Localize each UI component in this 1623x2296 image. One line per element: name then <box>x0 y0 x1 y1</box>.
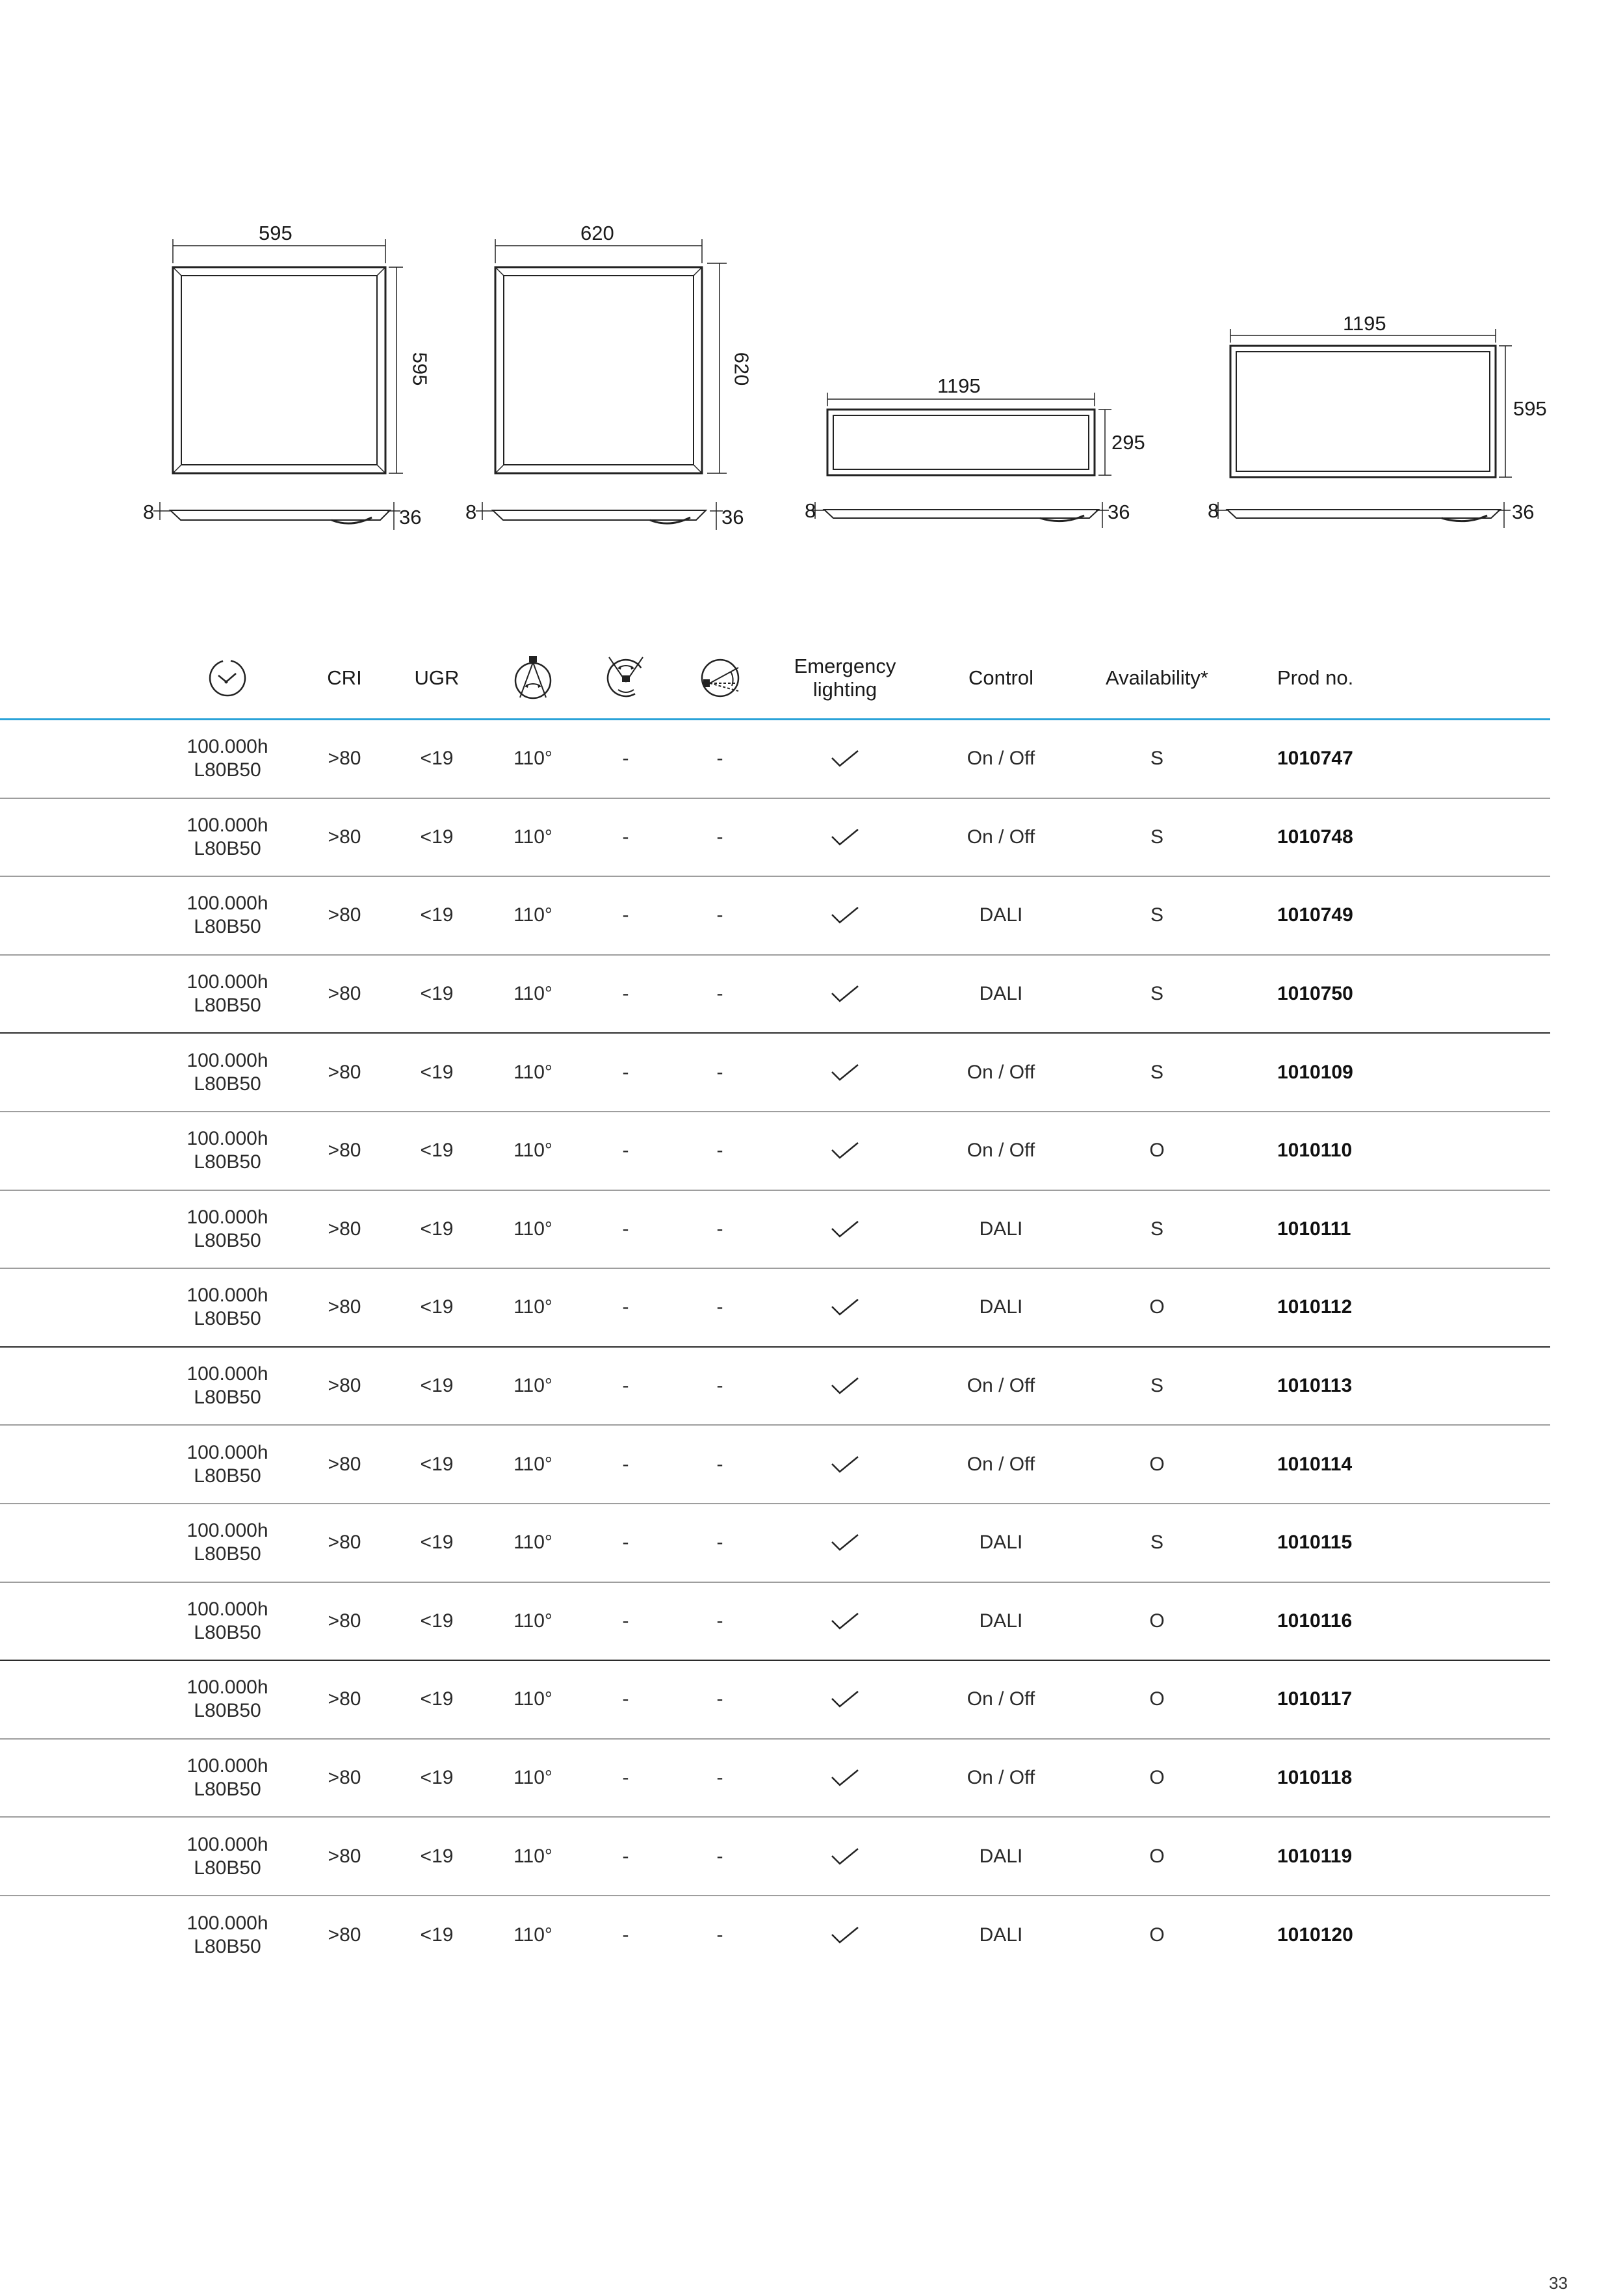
prod-no-cell: 1010111 <box>1277 1218 1351 1240</box>
tilt-cell: - <box>622 1453 629 1475</box>
dim-profile-left-label: 8 <box>1208 499 1219 522</box>
dim-profile-left-label: 8 <box>805 499 816 522</box>
ugr-cell: <19 <box>420 1924 454 1946</box>
drawing-square-595 <box>153 239 403 530</box>
checkmark-icon <box>830 1063 860 1082</box>
rotation-icon <box>695 653 745 703</box>
header-control: Control <box>968 666 1033 689</box>
checkmark-icon <box>830 1220 860 1239</box>
tilt-cell: - <box>622 904 629 926</box>
rotation-cell: - <box>716 1532 723 1554</box>
dim-profile-right-label: 36 <box>721 506 744 528</box>
beam-angle-cell: 110° <box>513 1924 552 1946</box>
beam-angle-cell: 110° <box>513 1688 552 1710</box>
emergency-cell <box>786 720 903 798</box>
lifetime-rating: L80B50 <box>194 1857 261 1879</box>
checkmark-icon <box>830 1768 860 1788</box>
prod-no-cell: 1010115 <box>1277 1532 1353 1554</box>
header-prod-no: Prod no. <box>1277 666 1354 689</box>
table-header <box>0 637 1550 718</box>
availability-cell: O <box>1149 1140 1165 1162</box>
ugr-cell: <19 <box>420 826 454 848</box>
table-row <box>0 956 1550 1034</box>
lifetime-hours: 100.000h <box>187 1520 268 1542</box>
rotation-cell: - <box>716 826 723 848</box>
dim-profile-right-label: 36 <box>1108 501 1130 523</box>
control-cell: DALI <box>979 1610 1023 1632</box>
table-row <box>0 1348 1550 1426</box>
lifetime-cell <box>162 1661 292 1738</box>
beam-angle-cell: 110° <box>513 1218 552 1240</box>
checkmark-icon <box>830 1925 860 1945</box>
control-cell: On / Off <box>967 1453 1035 1475</box>
checkmark-icon <box>830 828 860 847</box>
control-cell: On / Off <box>967 1688 1035 1710</box>
ugr-cell: <19 <box>420 1610 454 1632</box>
prod-no-cell: 1010118 <box>1277 1767 1353 1789</box>
lifetime-cell <box>162 1818 292 1895</box>
dim-height-label: 620 <box>730 352 753 386</box>
beam-angle-cell: 110° <box>513 1061 552 1083</box>
beam-angle-cell: 110° <box>513 1610 552 1632</box>
lifetime-rating: L80B50 <box>194 1151 261 1173</box>
header-emergency-lighting: Emergency lighting <box>794 654 896 701</box>
header-cri: CRI <box>327 666 362 689</box>
table-row <box>0 1896 1550 1975</box>
lifetime-rating: L80B50 <box>194 1779 261 1801</box>
ugr-cell: <19 <box>420 1296 454 1318</box>
table-row <box>0 877 1550 956</box>
availability-cell: O <box>1149 1688 1165 1710</box>
lifetime-hours: 100.000h <box>187 1285 268 1307</box>
emergency-cell <box>786 1896 903 1975</box>
cri-cell: >80 <box>328 1532 361 1554</box>
rotation-cell: - <box>716 1218 723 1240</box>
drawing-square-620 <box>476 239 727 530</box>
tilt-cell: - <box>622 1532 629 1554</box>
control-cell: DALI <box>979 1924 1023 1946</box>
beam-angle-cell: 110° <box>513 826 552 848</box>
lifetime-hours: 100.000h <box>187 1755 268 1777</box>
control-cell: DALI <box>979 1296 1023 1318</box>
prod-no-cell: 1010116 <box>1277 1610 1353 1632</box>
emergency-cell <box>786 1112 903 1190</box>
ugr-cell: <19 <box>420 983 454 1005</box>
emergency-cell <box>786 956 903 1033</box>
beam-angle-cell: 110° <box>513 983 552 1005</box>
lifetime-rating: L80B50 <box>194 1308 261 1330</box>
lifetime-rating: L80B50 <box>194 1700 261 1722</box>
checkmark-icon <box>830 1376 860 1396</box>
beam-angle-cell: 110° <box>513 1532 552 1554</box>
table-row <box>0 1269 1550 1348</box>
control-cell: On / Off <box>967 1140 1035 1162</box>
control-cell: On / Off <box>967 748 1035 770</box>
prod-no-cell: 1010748 <box>1277 826 1353 848</box>
availability-cell: S <box>1150 1532 1163 1554</box>
cri-cell: >80 <box>328 1061 361 1083</box>
table-row <box>0 1583 1550 1662</box>
lifetime-cell <box>162 1896 292 1975</box>
rotation-cell: - <box>716 1924 723 1946</box>
availability-cell: S <box>1150 748 1163 770</box>
lifetime-cell <box>162 799 292 876</box>
rotation-cell: - <box>716 1688 723 1710</box>
prod-no-cell: 1010113 <box>1277 1375 1353 1397</box>
availability-cell: S <box>1150 1375 1163 1397</box>
beam-angle-cell: 110° <box>513 748 552 770</box>
tilt-cell: - <box>622 1375 629 1397</box>
availability-cell: O <box>1149 1845 1165 1867</box>
table-row <box>0 720 1550 799</box>
cri-cell: >80 <box>328 983 361 1005</box>
rotation-cell: - <box>716 1767 723 1789</box>
availability-cell: S <box>1150 826 1163 848</box>
clock-icon <box>202 658 253 698</box>
ugr-cell: <19 <box>420 1767 454 1789</box>
cri-cell: >80 <box>328 826 361 848</box>
dim-width-label: 1195 <box>1343 312 1386 335</box>
availability-cell: S <box>1150 1218 1163 1240</box>
prod-no-cell: 1010112 <box>1277 1296 1353 1318</box>
drawing-rect-1195x295 <box>809 393 1111 528</box>
checkmark-icon <box>830 906 860 925</box>
beam-angle-cell: 110° <box>513 1845 552 1867</box>
checkmark-icon <box>830 1141 860 1160</box>
rotation-cell: - <box>716 1453 723 1475</box>
technical-drawings <box>0 0 1623 585</box>
cri-cell: >80 <box>328 1296 361 1318</box>
availability-cell: O <box>1149 1296 1165 1318</box>
lifetime-cell <box>162 1034 292 1111</box>
emergency-cell <box>786 1426 903 1503</box>
lifetime-hours: 100.000h <box>187 1049 268 1071</box>
table-row <box>0 1034 1550 1112</box>
prod-no-cell: 1010749 <box>1277 904 1353 926</box>
checkmark-icon <box>830 1611 860 1631</box>
control-cell: DALI <box>979 1218 1023 1240</box>
header-ugr: UGR <box>414 666 460 689</box>
lifetime-rating: L80B50 <box>194 916 261 938</box>
table-row <box>0 1740 1550 1818</box>
tilt-cell: - <box>622 1140 629 1162</box>
lifetime-cell <box>162 1348 292 1425</box>
tilt-cell: - <box>622 1061 629 1083</box>
prod-no-cell: 1010109 <box>1277 1061 1353 1083</box>
availability-cell: S <box>1150 1061 1163 1083</box>
prod-no-cell: 1010114 <box>1277 1453 1353 1475</box>
lifetime-cell <box>162 956 292 1033</box>
ugr-cell: <19 <box>420 1375 454 1397</box>
lifetime-hours: 100.000h <box>187 1441 268 1463</box>
emergency-cell <box>786 1034 903 1111</box>
tilt-cell: - <box>622 1845 629 1867</box>
cri-cell: >80 <box>328 904 361 926</box>
cri-cell: >80 <box>328 1767 361 1789</box>
lifetime-rating: L80B50 <box>194 1936 261 1958</box>
cri-cell: >80 <box>328 1453 361 1475</box>
lifetime-rating: L80B50 <box>194 759 261 781</box>
beam-angle-cell: 110° <box>513 1296 552 1318</box>
ugr-cell: <19 <box>420 748 454 770</box>
dim-width-label: 595 <box>259 222 292 244</box>
emergency-cell <box>786 1269 903 1346</box>
tilt-cell: - <box>622 1610 629 1632</box>
control-cell: DALI <box>979 904 1023 926</box>
beam-angle-cell: 110° <box>513 1453 552 1475</box>
beam-angle-cell: 110° <box>513 1375 552 1397</box>
cri-cell: >80 <box>328 1688 361 1710</box>
lifetime-hours: 100.000h <box>187 1363 268 1385</box>
lifetime-hours: 100.000h <box>187 893 268 915</box>
tilt-icon <box>601 653 651 703</box>
dim-profile-right-label: 36 <box>1512 501 1535 523</box>
emergency-cell <box>786 1504 903 1582</box>
rotation-cell: - <box>716 1296 723 1318</box>
lifetime-cell <box>162 1191 292 1268</box>
cri-cell: >80 <box>328 1140 361 1162</box>
beam-angle-cell: 110° <box>513 1767 552 1789</box>
cri-cell: >80 <box>328 748 361 770</box>
lifetime-rating: L80B50 <box>194 1387 261 1409</box>
page-number: 33 <box>1549 2273 1568 2293</box>
checkmark-icon <box>830 1689 860 1709</box>
ugr-cell: <19 <box>420 1532 454 1554</box>
checkmark-icon <box>830 749 860 768</box>
dim-width-label: 1195 <box>937 374 981 397</box>
lifetime-cell <box>162 1504 292 1582</box>
emergency-cell <box>786 1818 903 1895</box>
rotation-cell: - <box>716 1845 723 1867</box>
prod-no-cell: 1010750 <box>1277 983 1353 1005</box>
tilt-cell: - <box>622 1767 629 1789</box>
rotation-cell: - <box>716 1140 723 1162</box>
header-availability: Availability* <box>1106 666 1208 689</box>
availability-cell: O <box>1149 1610 1165 1632</box>
control-cell: On / Off <box>967 1767 1035 1789</box>
control-cell: On / Off <box>967 1061 1035 1083</box>
table-row <box>0 1504 1550 1583</box>
emergency-cell <box>786 1583 903 1660</box>
rotation-cell: - <box>716 983 723 1005</box>
tilt-cell: - <box>622 1688 629 1710</box>
rotation-cell: - <box>716 748 723 770</box>
rotation-cell: - <box>716 904 723 926</box>
prod-no-cell: 1010120 <box>1277 1924 1353 1946</box>
table-row <box>0 1818 1550 1896</box>
availability-cell: O <box>1149 1924 1165 1946</box>
emergency-cell <box>786 877 903 954</box>
lifetime-cell <box>162 877 292 954</box>
lifetime-cell <box>162 720 292 798</box>
ugr-cell: <19 <box>420 1688 454 1710</box>
tilt-cell: - <box>622 1924 629 1946</box>
prod-no-cell: 1010119 <box>1277 1845 1353 1867</box>
rotation-cell: - <box>716 1375 723 1397</box>
ugr-cell: <19 <box>420 1453 454 1475</box>
lifetime-rating: L80B50 <box>194 1543 261 1565</box>
header-beam-angle <box>497 637 569 718</box>
dim-width-label: 620 <box>580 222 614 244</box>
control-cell: DALI <box>979 983 1023 1005</box>
prod-no-cell: 1010747 <box>1277 748 1353 770</box>
tilt-cell: - <box>622 826 629 848</box>
table-row <box>0 799 1550 878</box>
availability-cell: S <box>1150 904 1163 926</box>
tilt-cell: - <box>622 1218 629 1240</box>
availability-cell: S <box>1150 983 1163 1005</box>
ugr-cell: <19 <box>420 1061 454 1083</box>
dim-height-label: 295 <box>1111 431 1145 454</box>
prod-no-cell: 1010117 <box>1277 1688 1353 1710</box>
control-cell: DALI <box>979 1845 1023 1867</box>
cri-cell: >80 <box>328 1218 361 1240</box>
rotation-cell: - <box>716 1610 723 1632</box>
beam-angle-icon <box>508 653 558 703</box>
beam-angle-cell: 110° <box>513 904 552 926</box>
emergency-cell <box>786 1348 903 1425</box>
availability-cell: O <box>1149 1767 1165 1789</box>
checkmark-icon <box>830 984 860 1004</box>
ugr-cell: <19 <box>420 904 454 926</box>
checkmark-icon <box>830 1298 860 1317</box>
drawing-rect-1195x595 <box>1212 329 1512 528</box>
table-row <box>0 1426 1550 1504</box>
checkmark-icon <box>830 1533 860 1552</box>
table-body <box>0 720 1550 1975</box>
emergency-cell <box>786 799 903 876</box>
emergency-cell <box>786 1740 903 1817</box>
product-table <box>0 637 1550 1958</box>
emergency-cell <box>786 1661 903 1738</box>
rotation-cell: - <box>716 1061 723 1083</box>
lifetime-hours: 100.000h <box>187 1833 268 1855</box>
tilt-cell: - <box>622 748 629 770</box>
cri-cell: >80 <box>328 1924 361 1946</box>
lifetime-cell <box>162 1269 292 1346</box>
lifetime-cell <box>162 1112 292 1190</box>
lifetime-hours: 100.000h <box>187 971 268 993</box>
lifetime-rating: L80B50 <box>194 1465 261 1487</box>
lifetime-hours: 100.000h <box>187 1206 268 1228</box>
dim-height-label: 595 <box>1513 397 1547 420</box>
lifetime-cell <box>162 1583 292 1660</box>
lifetime-hours: 100.000h <box>187 814 268 836</box>
table-row <box>0 1112 1550 1191</box>
dim-profile-right-label: 36 <box>399 506 422 528</box>
availability-cell: O <box>1149 1453 1165 1475</box>
ugr-cell: <19 <box>420 1845 454 1867</box>
header-rotation <box>686 637 754 718</box>
lifetime-hours: 100.000h <box>187 1128 268 1150</box>
header-tilt <box>591 637 660 718</box>
emergency-cell <box>786 1191 903 1268</box>
tilt-cell: - <box>622 1296 629 1318</box>
cri-cell: >80 <box>328 1375 361 1397</box>
table-row <box>0 1191 1550 1270</box>
lifetime-hours: 100.000h <box>187 1598 268 1620</box>
cri-cell: >80 <box>328 1610 361 1632</box>
lifetime-rating: L80B50 <box>194 1073 261 1095</box>
dim-height-label: 595 <box>408 352 432 386</box>
header-lifetime <box>162 637 292 718</box>
dim-profile-left-label: 8 <box>465 501 477 523</box>
cri-cell: >80 <box>328 1845 361 1867</box>
checkmark-icon <box>830 1847 860 1866</box>
ugr-cell: <19 <box>420 1218 454 1240</box>
ugr-cell: <19 <box>420 1140 454 1162</box>
dim-profile-left-label: 8 <box>143 501 155 523</box>
lifetime-rating: L80B50 <box>194 837 261 859</box>
lifetime-hours: 100.000h <box>187 736 268 758</box>
prod-no-cell: 1010110 <box>1277 1140 1353 1162</box>
lifetime-rating: L80B50 <box>194 1229 261 1251</box>
control-cell: On / Off <box>967 1375 1035 1397</box>
lifetime-hours: 100.000h <box>187 1676 268 1699</box>
lifetime-rating: L80B50 <box>194 995 261 1017</box>
lifetime-hours: 100.000h <box>187 1912 268 1935</box>
control-cell: On / Off <box>967 826 1035 848</box>
lifetime-cell <box>162 1426 292 1503</box>
lifetime-rating: L80B50 <box>194 1621 261 1643</box>
beam-angle-cell: 110° <box>513 1140 552 1162</box>
control-cell: DALI <box>979 1532 1023 1554</box>
tilt-cell: - <box>622 983 629 1005</box>
lifetime-cell <box>162 1740 292 1817</box>
checkmark-icon <box>830 1455 860 1474</box>
table-row <box>0 1661 1550 1740</box>
